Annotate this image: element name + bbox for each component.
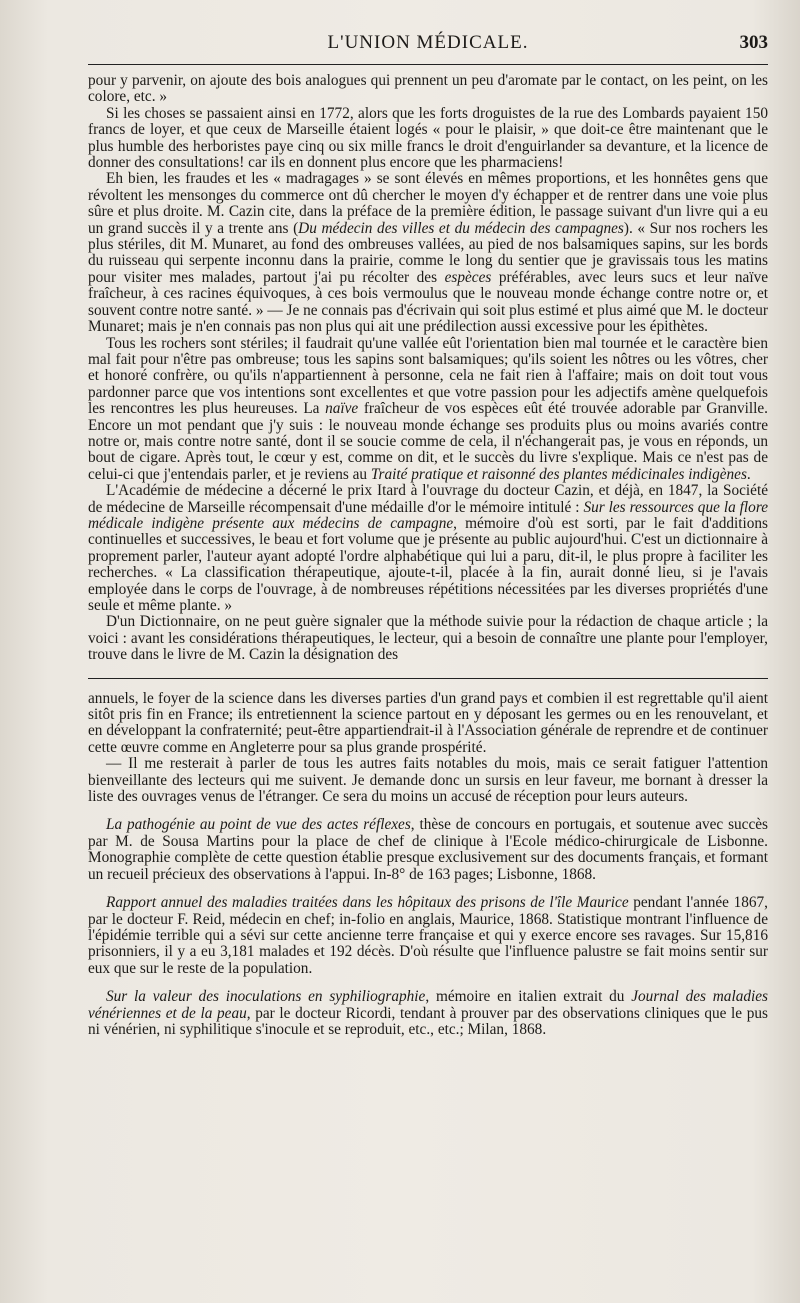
paragraph: annuels, le foyer de la science dans les diverses parties d'un grand pays et combien il est regrettable qu'il aient sitôt pris fin en France; ils entretiennent la science partout en y déposant les germes ou en les renouvelant, et en développant la confraternité; peut-être appartiendrait-il à l'Association générale de reprendre et de continuer cette œuvre comme en Angleterre pour sa plus grande prospérité.	[88, 689, 768, 756]
running-header	[88, 28, 768, 58]
article-column	[88, 73, 768, 664]
review-entry: La pathogénie au point de vue des actes réflexes, thèse de concours en portugais, et soutenue avec succès par M. de Sousa Martins pour la place de chef de clinique à l'Ecole médico-chirurgicale de Lisbonne. Monographie complète de cette question établie presque exclusivement sur des documents français, et formant un recueil précieux des observations à l'appui. In-8° de 163 pages; Lisbonne, 1868.	[88, 816, 768, 883]
paragraph: D'un Dictionnaire, on ne peut guère signaler que la méthode suivie pour la rédaction de chaque article ; la voici : avant les considérations thérapeutiques, le lecteur, qui a besoin de connaître une plante pour l'employer, trouve dans le livre de M. Cazin la désignation des	[88, 613, 768, 664]
journal-title: L'UNION MÉDICALE.	[327, 32, 529, 53]
paragraph: Eh bien, les fraudes et les « madragages » se sont élevés en mêmes proportions, et les honnêtes gens que révoltent les mensonges du commerce ont dû chercher le moyen d'y échapper et de rentrer dans une voie plus sûre et plus droite. M. Cazin cite, dans la préface de la première édition, le passage suivant d'un livre qui a eu un grand succès il y a trente ans (Du médecin des villes et du médecin des campagnes). « Sur nos rochers les plus stériles, dit M. Munaret, au fond des ombreuses vallées, au pied de nos balsamiques sapins, sur les bords du ruisseau qui serpente inconnu dans la prairie, comme le long du sentier que je gravissais tous les matins pour visiter mes malades, partout j'ai pu récolter des espèces préférables, avec leurs sucs et leur naïve fraîcheur, à ces racines équivoques, à ces bois vermoulus que le nouveau monde échange contre notre or, et souvent contre notre santé. » — Je ne connais pas d'écrivain qui soit plus estimé et plus aimé que M. le docteur Munaret; mais je n'en connais pas non plus qui ait une prédilection aussi excessive pour les épithètes.	[88, 170, 769, 336]
paragraph: Si les choses se passaient ainsi en 1772, alors que les forts droguistes de la rue des Lombards payaient 150 francs de loyer, et que ceux de Marseille étaient logés « pour le plaisir, » que doit-ce être maintenant que le plus humble des herboristes paye cinq ou six mille francs le droit d'enguirlander sa devanture, et la licence de donner des consultations! car ils en donnent plus encore que les pharmaciens!	[88, 104, 768, 172]
header-rule	[88, 64, 768, 65]
page-number: 303	[739, 32, 768, 53]
review-entry: Rapport annuel des maladies traitées dans les hôpitaux des prisons de l'île Maurice pendant l'année 1867, par le docteur F. Reid, médecin en chef; in-folio en anglais, Maurice, 1868. Statistique montrant l'influence de l'épidémie terrible qui a sévi sur cette ancienne terre française et qui y exerce encore ses ravages. Sur 15,816 prisonniers, il y a eu 3,181 malades et 192 décès. D'où résulte que l'influence palustre se fait moins sentir sur eux que sur le reste de la population.	[88, 894, 768, 977]
paragraph: — Il me resterait à parler de tous les autres faits notables du mois, mais ce serait fatiguer l'attention bienveillante des lecteurs qui me suivent. Je demande donc un sursis en leur faveur, me bornant à dresser la liste des ouvrages venus de l'étranger. Ce sera du moins un accusé de réception pour leurs auteurs.	[88, 755, 768, 806]
section-divider	[88, 678, 768, 679]
chronicle-column	[88, 691, 768, 1039]
paragraph: Tous les rochers sont stériles; il faudrait qu'une vallée eût l'orientation bien mal tournée et le caractère bien mal fait pour n'être pas ombreuse; tous les sapins sont balsamiques; qu'ils soient les nôtres ou les vôtres, cher et honoré confrère, ou qu'ils n'appartiennent à personne, cela ne fait rien à l'affaire; mais on doit tout vous pardonner parce que vos intentions sont excellentes et que votre passion pour les adjectifs amène quelquefois les rencontres les plus heureuses. La naïve fraîcheur de vos espèces eût été trouvée adorable par Granville. Encore un mot pendant que j'y suis : le nouveau monde échange ses produits plus ou moins avariés contre notre or, mais contre notre santé, dont il se soucie comme de cela, il n'échangerait pas, je vous en réponds, un bout de cigare. Après tout, le cœur y est, comme on dit, et le succès du livre s'explique. Mais ce n'est pas de celui-ci que j'entendais parler, et je reviens au Traité pratique et raisonné des plantes médicinales indigènes.	[88, 334, 768, 483]
paragraph: pour y parvenir, on ajoute des bois analogues qui prennent un peu d'aromate par le contact, on les peint, on les colore, etc. »	[88, 72, 768, 106]
review-entry: Sur la valeur des inoculations en syphiliographie, mémoire en italien extrait du Journal des maladies vénériennes et de la peau, par le docteur Ricordi, tendant à prouver par des observations cliniques que le pus ni vénérien, ni syphilitique s'inocule et se reproduit, etc., etc.; Milan, 1868.	[88, 988, 768, 1038]
paragraph: L'Académie de médecine a décerné le prix Itard à l'ouvrage du docteur Cazin, et déjà, en 1847, la Société de médecine de Marseille récompensait d'une médaille d'or le mémoire intitulé : Sur les ressources que la flore médicale indigène présente aux médecins de campagne, mémoire d'où est sorti, par le fait d'additions continuelles et successives, le beau et fort volume que je présente au public aujourd'hui. C'est un dictionnaire à proprement parler, l'auteur ayant adopté l'ordre alphabétique qui lui a paru, dit-il, le plus propre à faciliter les recherches. « La classification thérapeutique, ajoute-t-il, placée à la fin, aurait donné lieu, si je l'avais employée dans le corps de l'ouvrage, à de nombreuses répétitions nécessitées par les diverses propriétés d'une seule et même plante. »	[88, 482, 769, 614]
